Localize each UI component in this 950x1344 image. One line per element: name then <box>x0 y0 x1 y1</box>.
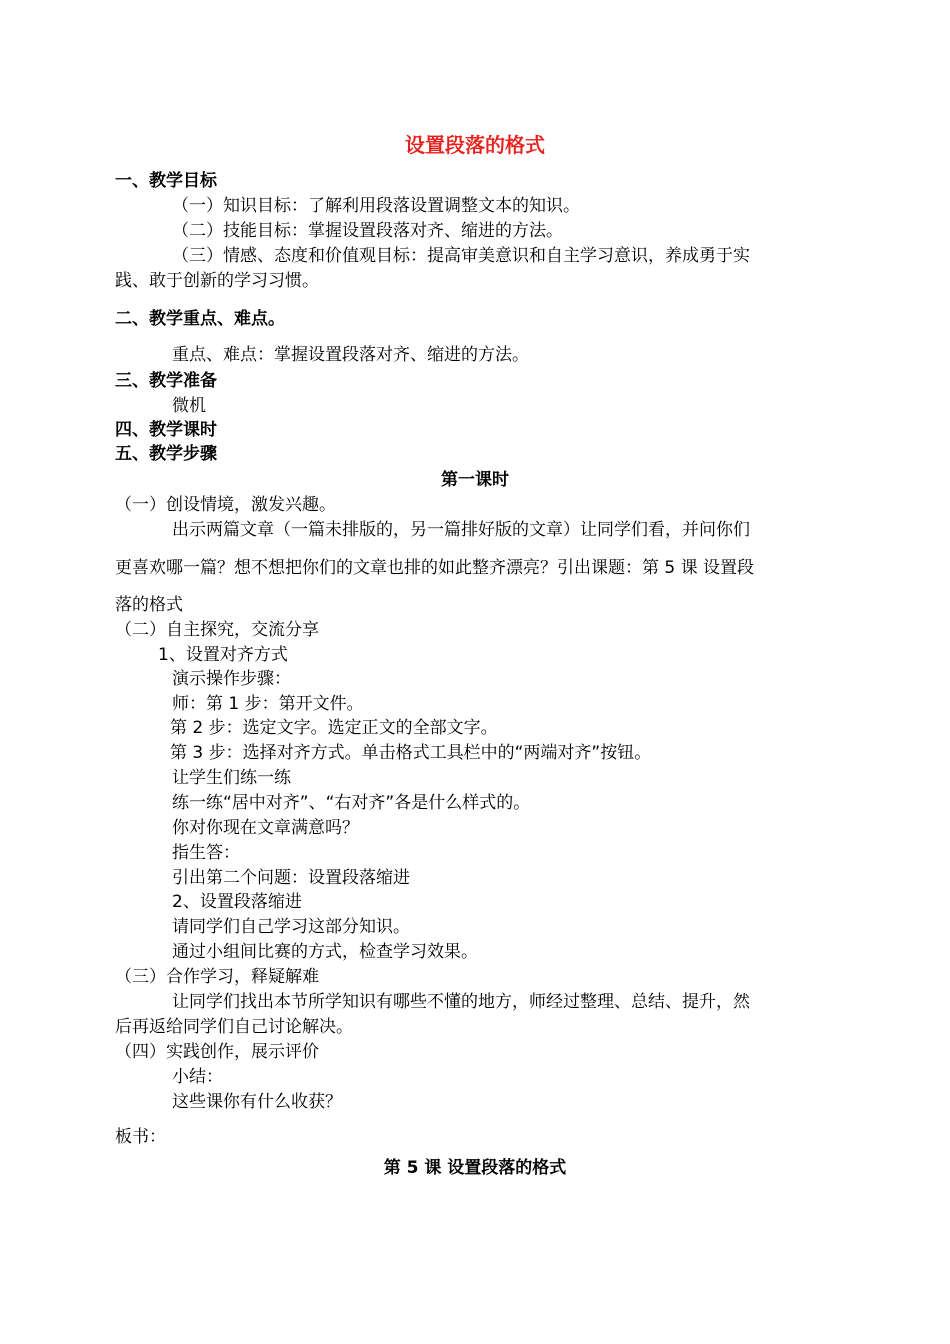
part1-line2: 更喜欢哪一篇？想不想把你们的文章也排的如此整齐漂亮？引出课题：第 5 课 设置段 <box>115 558 755 578</box>
objective-skill: （二）技能目标：掌握设置段落对齐、缩进的方法。 <box>172 221 563 241</box>
part3-line2: 后再返给同学们自己讨论解决。 <box>115 1017 353 1037</box>
objective-attitude: （三）情感、态度和价值观目标：提高审美意识和自主学习意识，养成勇于实 <box>172 246 750 266</box>
part4-heading: （四）实践创作，展示评价 <box>115 1042 319 1062</box>
part2-line: 通过小组间比赛的方式，检查学习效果。 <box>172 942 478 962</box>
board-title: 第 5 课 设置段落的格式 <box>383 1158 567 1178</box>
part2-line: 师：第 1 步：第开文件。 <box>172 694 364 714</box>
part2-line: 让学生们练一练 <box>172 768 291 788</box>
key-points-text: 重点、难点：掌握设置段落对齐、缩进的方法。 <box>172 345 529 365</box>
part4-line1: 小结： <box>172 1067 223 1087</box>
part2-line: 练一练“居中对齐”、“右对齐”各是什么样式的。 <box>172 793 531 813</box>
board-label: 板书： <box>115 1127 166 1147</box>
part1-heading: （一）创设情境，激发兴趣。 <box>115 495 336 515</box>
section-heading-objectives: 一、教学目标 <box>115 171 217 191</box>
section-heading-periods: 四、教学课时 <box>115 420 217 440</box>
part2-line: 第 2 步：选定文字。选定正文的全部文字。 <box>170 718 498 738</box>
part1-line3: 落的格式 <box>115 595 183 615</box>
first-period-title: 第一课时 <box>441 470 509 490</box>
section-heading-preparation: 三、教学准备 <box>115 371 217 391</box>
objective-knowledge: （一）知识目标：了解利用段落设置调整文本的知识。 <box>172 196 580 216</box>
part2-line: 演示操作步骤： <box>172 669 291 689</box>
part2-line: 请同学们自己学习这部分知识。 <box>172 917 410 937</box>
objective-attitude-cont: 践、敢于创新的学习习惯。 <box>115 271 319 291</box>
part2-line: 第 3 步：选择对齐方式。单击格式工具栏中的“两端对齐”按钮。 <box>170 743 652 763</box>
section-heading-steps: 五、教学步骤 <box>115 444 217 464</box>
section-heading-key-points: 二、教学重点、难点。 <box>115 309 285 329</box>
part1-line1: 出示两篇文章（一篇未排版的，另一篇排好版的文章）让同学们看，并问你们 <box>172 520 750 540</box>
part2-heading: （二）自主探究，交流分享 <box>115 620 319 640</box>
part2-item1: 1、设置对齐方式 <box>158 645 288 665</box>
part4-line2: 这些课你有什么收获？ <box>172 1092 342 1112</box>
part3-heading: （三）合作学习，释疑解难 <box>115 967 319 987</box>
document-title: 设置段落的格式 <box>405 133 545 157</box>
part2-line: 引出第二个问题：设置段落缩进 <box>172 868 410 888</box>
part2-line: 指生答： <box>172 843 240 863</box>
preparation-text: 微机 <box>172 396 206 416</box>
part2-line: 你对你现在文章满意吗？ <box>172 818 359 838</box>
part3-line1: 让同学们找出本节所学知识有哪些不懂的地方，师经过整理、总结、提升，然 <box>172 992 750 1012</box>
part2-line: 2、设置段落缩进 <box>172 892 302 912</box>
